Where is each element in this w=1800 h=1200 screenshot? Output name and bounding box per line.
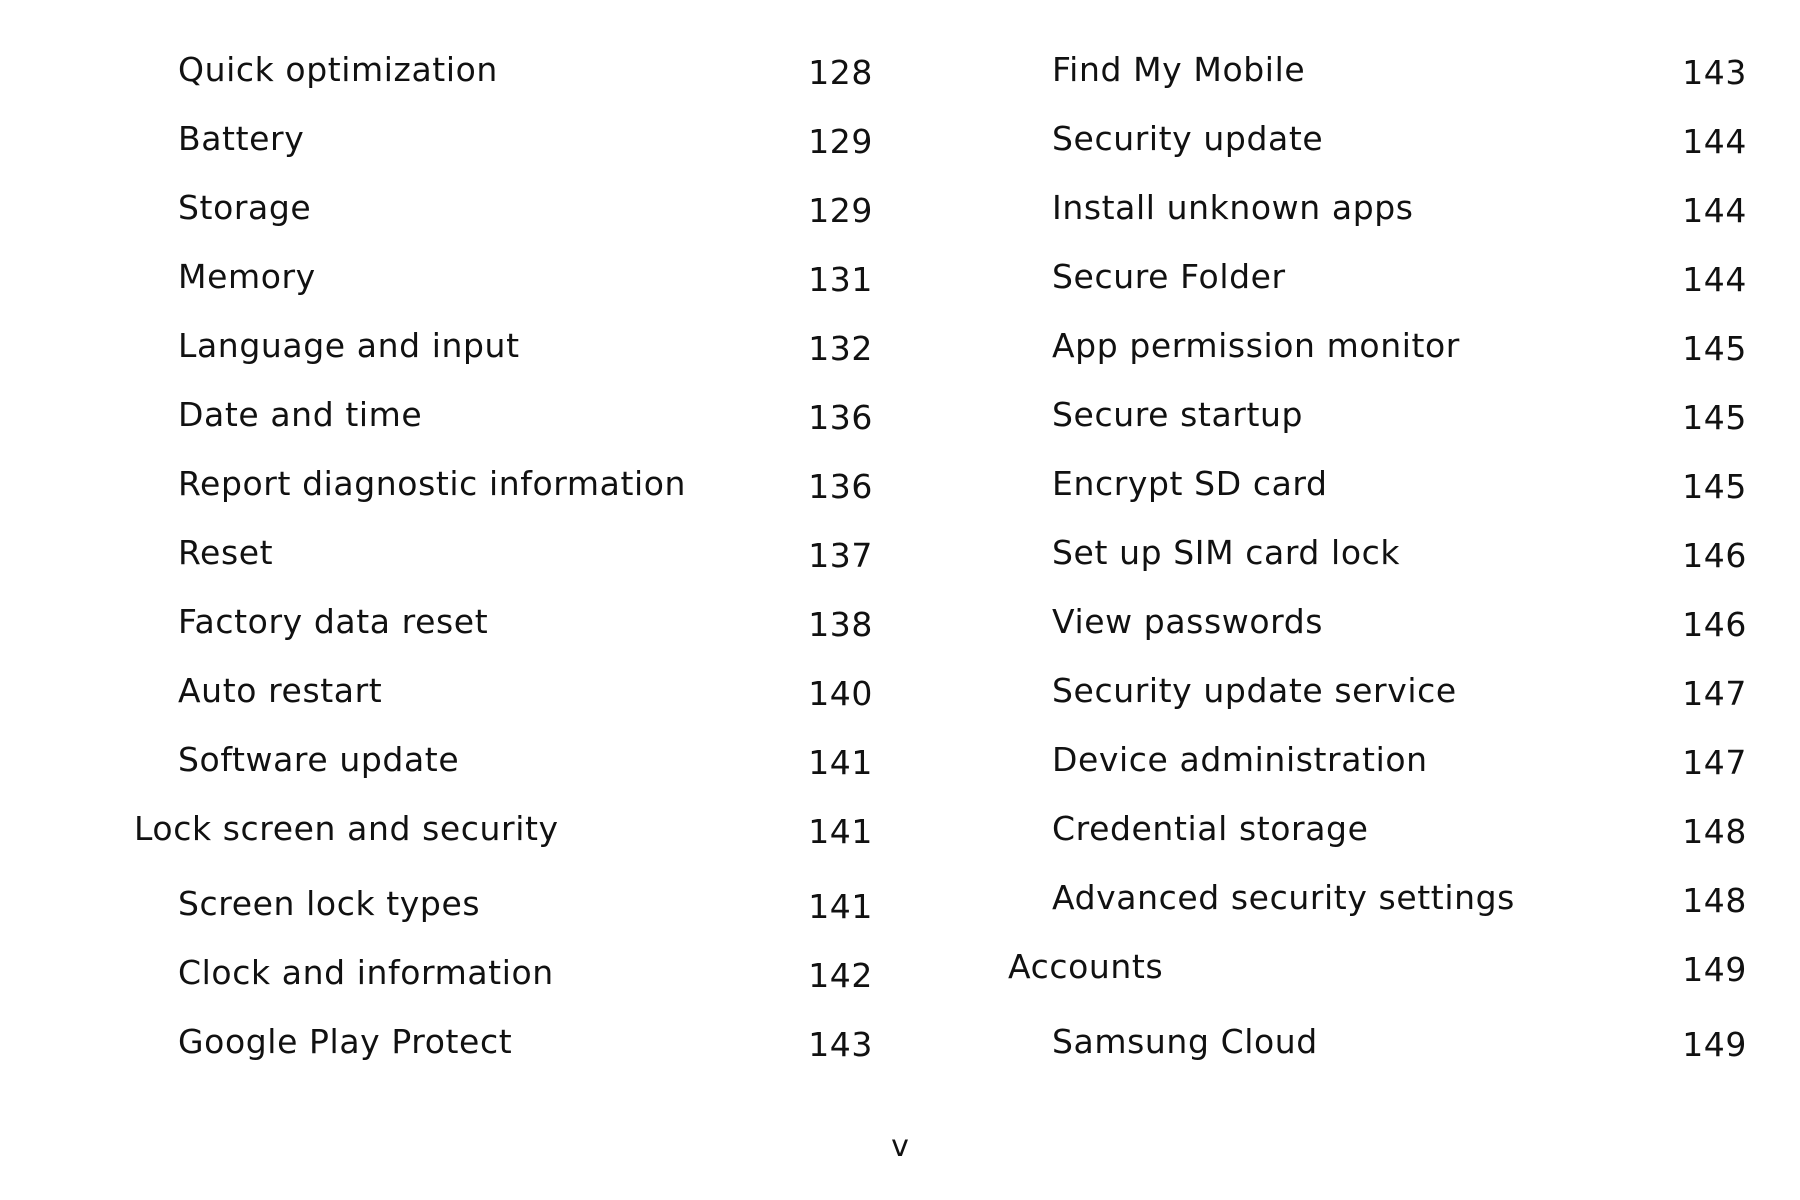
toc-entry-page: 141	[808, 743, 873, 782]
toc-entry-report-diagnostic-information[interactable]	[0, 459, 900, 509]
toc-entry-software-update[interactable]	[0, 735, 900, 785]
toc-entry-encrypt-sd-card[interactable]	[874, 459, 1774, 509]
toc-entry-label: Set up SIM card lock	[1052, 533, 1401, 572]
toc-entry-secure-folder[interactable]	[874, 252, 1774, 302]
toc-entry-page: 141	[808, 887, 873, 926]
toc-entry-page: 132	[808, 329, 873, 368]
toc-entry-page: 142	[808, 956, 873, 995]
toc-entry-label: Device administration	[1052, 740, 1428, 779]
toc-entry-label: Memory	[178, 257, 316, 296]
toc-entry-page: 146	[1682, 605, 1747, 644]
toc-entry-page: 129	[808, 122, 873, 161]
toc-entry-label: Encrypt SD card	[1052, 464, 1328, 503]
toc-entry-label: View passwords	[1052, 602, 1324, 641]
toc-section-label: Accounts	[1008, 947, 1164, 986]
toc-entry-find-my-mobile[interactable]	[874, 45, 1774, 95]
toc-entry-label: Quick optimization	[178, 50, 498, 89]
toc-section-page: 149	[1682, 950, 1747, 989]
toc-section-page: 141	[808, 812, 873, 851]
toc-section-label: Lock screen and security	[134, 809, 559, 848]
toc-entry-label: Report diagnostic information	[178, 464, 687, 503]
toc-entry-label: Advanced security settings	[1052, 878, 1515, 917]
toc-entry-set-up-sim-card-lock[interactable]	[874, 528, 1774, 578]
toc-entry-memory[interactable]	[0, 252, 900, 302]
toc-entry-label: Secure startup	[1052, 395, 1304, 434]
toc-entry-label: Language and input	[178, 326, 520, 365]
toc-entry-page: 147	[1682, 743, 1747, 782]
toc-entry-label: Clock and information	[178, 953, 554, 992]
toc-entry-label: Auto restart	[178, 671, 383, 710]
toc-entry-secure-startup[interactable]	[874, 390, 1774, 440]
toc-entry-view-passwords[interactable]	[874, 597, 1774, 647]
toc-entry-page: 144	[1682, 260, 1747, 299]
toc-entry-page: 148	[1682, 881, 1747, 920]
toc-entry-install-unknown-apps[interactable]	[874, 183, 1774, 233]
toc-entry-page: 136	[808, 398, 873, 437]
toc-entry-label: Install unknown apps	[1052, 188, 1414, 227]
toc-entry-advanced-security-settings[interactable]	[874, 873, 1774, 923]
toc-entry-page: 143	[1682, 53, 1747, 92]
toc-entry-label: Security update	[1052, 119, 1324, 158]
toc-entry-label: Security update service	[1052, 671, 1457, 710]
toc-entry-page: 145	[1682, 329, 1747, 368]
toc-entry-date-and-time[interactable]	[0, 390, 900, 440]
toc-entry-app-permission-monitor[interactable]	[874, 321, 1774, 371]
toc-entry-reset[interactable]	[0, 528, 900, 578]
toc-entry-label: Find My Mobile	[1052, 50, 1306, 89]
toc-entry-page: 144	[1682, 191, 1747, 230]
toc-entry-label: Samsung Cloud	[1052, 1022, 1318, 1061]
page-number: v	[891, 1129, 909, 1164]
toc-entry-label: Battery	[178, 119, 305, 158]
toc-entry-samsung-cloud[interactable]	[874, 1017, 1774, 1067]
toc-entry-page: 128	[808, 53, 873, 92]
toc-entry-clock-and-information[interactable]	[0, 948, 900, 998]
toc-entry-battery[interactable]	[0, 114, 900, 164]
toc-entry-page: 136	[808, 467, 873, 506]
toc-entry-label: Factory data reset	[178, 602, 489, 641]
toc-entry-page: 138	[808, 605, 873, 644]
toc-entry-factory-data-reset[interactable]	[0, 597, 900, 647]
toc-entry-page: 137	[808, 536, 873, 575]
toc-entry-google-play-protect[interactable]	[0, 1017, 900, 1067]
toc-section-accounts[interactable]	[874, 942, 1774, 992]
toc-entry-page: 144	[1682, 122, 1747, 161]
toc-entry-page: 146	[1682, 536, 1747, 575]
toc-entry-label: Credential storage	[1052, 809, 1369, 848]
toc-entry-language-and-input[interactable]	[0, 321, 900, 371]
toc-entry-label: App permission monitor	[1052, 326, 1460, 365]
toc-entry-storage[interactable]	[0, 183, 900, 233]
toc-entry-page: 129	[808, 191, 873, 230]
toc-entry-label: Screen lock types	[178, 884, 481, 923]
toc-entry-label: Software update	[178, 740, 460, 779]
toc-entry-auto-restart[interactable]	[0, 666, 900, 716]
toc-entry-page: 145	[1682, 398, 1747, 437]
toc-entry-page: 145	[1682, 467, 1747, 506]
toc-entry-page: 140	[808, 674, 873, 713]
toc-entry-credential-storage[interactable]	[874, 804, 1774, 854]
toc-entry-page: 149	[1682, 1025, 1747, 1064]
toc-section-lock-screen-and-security[interactable]	[0, 804, 900, 854]
toc-entry-screen-lock-types[interactable]	[0, 879, 900, 929]
toc-entry-page: 147	[1682, 674, 1747, 713]
toc-entry-label: Secure Folder	[1052, 257, 1286, 296]
toc-entry-label: Date and time	[178, 395, 423, 434]
toc-entry-page: 143	[808, 1025, 873, 1064]
toc-entry-security-update[interactable]	[874, 114, 1774, 164]
toc-entry-page: 131	[808, 260, 873, 299]
toc-entry-device-administration[interactable]	[874, 735, 1774, 785]
toc-entry-label: Storage	[178, 188, 312, 227]
toc-entry-security-update-service[interactable]	[874, 666, 1774, 716]
toc-entry-page: 148	[1682, 812, 1747, 851]
toc-entry-label: Reset	[178, 533, 274, 572]
toc-entry-quick-optimization[interactable]	[0, 45, 900, 95]
toc-entry-label: Google Play Protect	[178, 1022, 513, 1061]
